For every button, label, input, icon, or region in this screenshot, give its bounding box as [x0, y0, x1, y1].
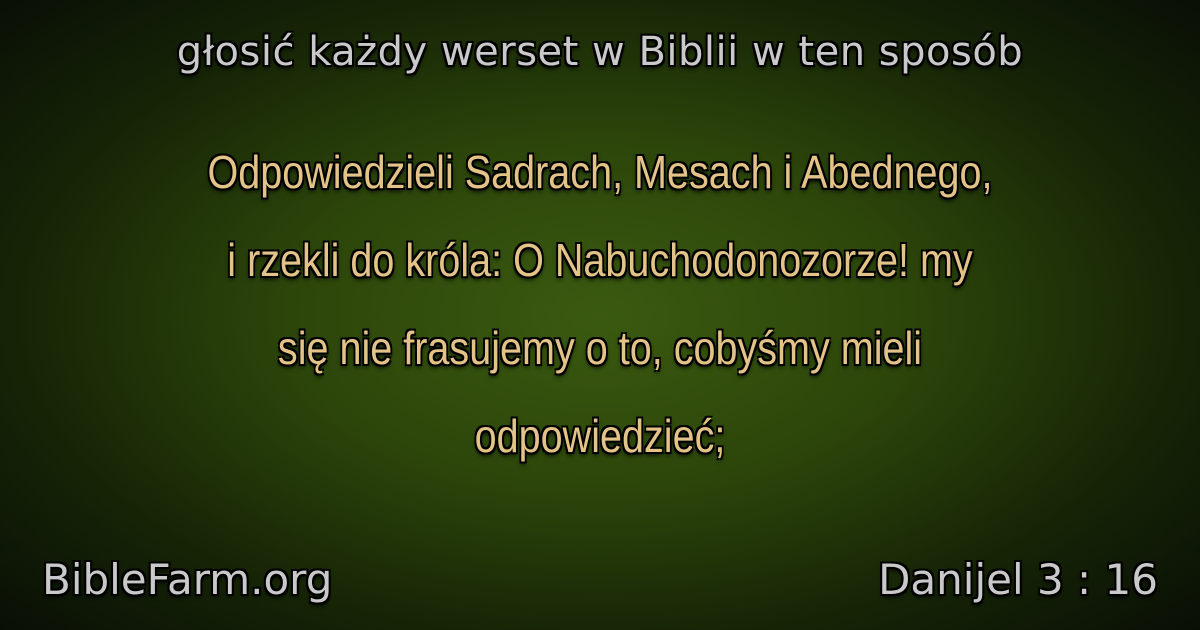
verse-line: i rzekli do króla: O Nabuchodonozorze! my: [227, 234, 973, 286]
site-name: BibleFarm.org: [42, 555, 333, 604]
verse-line: odpowiedzieć;: [474, 410, 726, 462]
verse-line: Odpowiedzieli Sadrach, Mesach i Abednego,: [207, 146, 993, 198]
verse-reference: Danijel 3 : 16: [878, 555, 1158, 604]
verse-text: [118, 128, 1081, 480]
verse-line: się nie frasujemy o to, cobyśmy mieli: [277, 322, 923, 374]
tagline: głosić każdy werset w Biblii w ten sposób: [176, 29, 1024, 75]
